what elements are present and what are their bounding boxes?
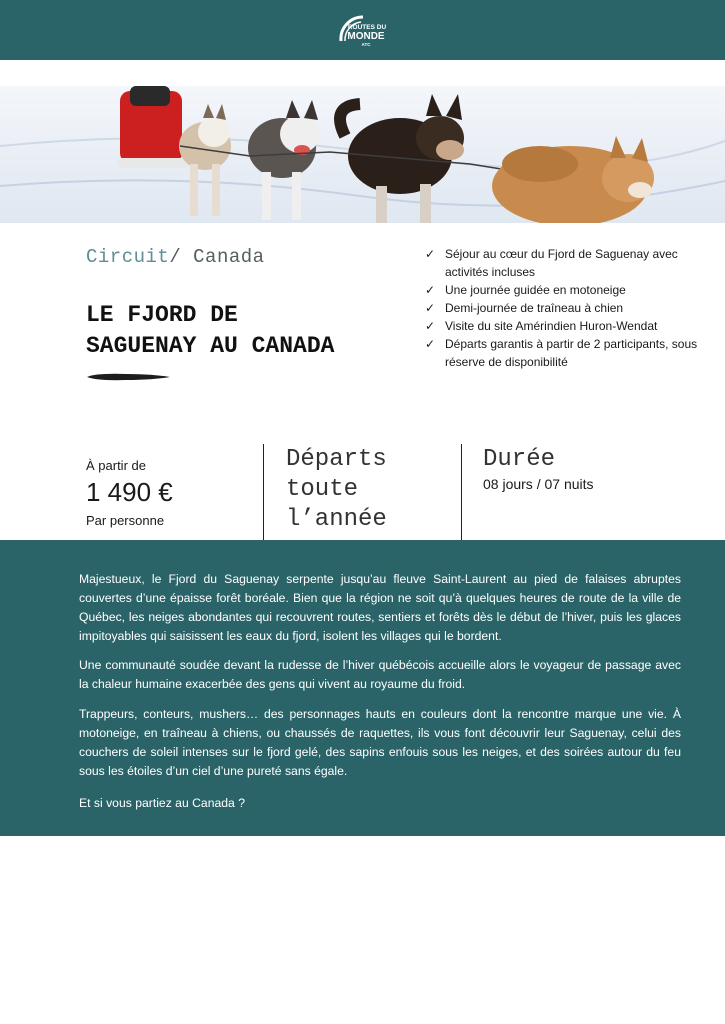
country-label: Canada — [193, 246, 265, 268]
list-item — [425, 281, 715, 299]
price-block — [86, 458, 173, 528]
column-divider — [263, 444, 264, 540]
logo-line1: ROUTES DU — [347, 24, 386, 31]
header-bar — [0, 0, 725, 60]
description-panel — [0, 540, 725, 836]
highlight-text: Visite du site Amérindien Huron-Wendat — [445, 319, 658, 333]
highlight-text: Séjour au cœur du Fjord de Saguenay avec activités incluses — [445, 247, 678, 279]
checkmark-icon: ✓ — [425, 283, 436, 297]
description-paragraph-1: Majestueux, le Fjord du Saguenay serpente jusqu’au fleuve Saint-Laurent au pied de falaises abruptes couvertes d’une épaisse forêt boréale. Bien que la région ne soit qu’à quelques heures de route de la ville de Québec, les neiges abondantes qui recouvrent routes, sentiers et forêts dès le début de l’hiver, puis les glaces impitoyables qui saisissent les eaux du fjord, isolent les villages qui le bordent. — [79, 572, 681, 643]
highlight-text: Demi-journée de traîneau à chien — [445, 301, 624, 315]
highlight-text: Une journée guidée en motoneige — [445, 283, 626, 297]
sled-dogs-photo-icon — [0, 86, 725, 223]
checkmark-icon: ✓ — [425, 319, 436, 333]
column-divider — [461, 444, 462, 540]
price-per-label: Par personne — [86, 513, 165, 528]
checkmark-icon: ✓ — [425, 337, 436, 351]
description-paragraph-2: Une communauté soudée devant la rudesse de l’hiver québécois accueille alors le voyageur de passage avec la chaleur humaine exacerbée des gens qui vivent au royaume du froid. — [79, 658, 681, 691]
logo-line3: ATC — [361, 42, 370, 47]
departures-line1: Départs — [286, 446, 387, 473]
departures-line2: toute — [286, 476, 359, 503]
title-line1: LE FJORD DE — [86, 302, 238, 328]
list-item — [425, 299, 715, 317]
highlights-list — [425, 245, 715, 371]
hero-photo — [0, 86, 725, 223]
list-item — [425, 317, 715, 335]
page-title — [86, 300, 416, 362]
logo-line2: MONDE — [346, 31, 385, 42]
checkmark-icon: ✓ — [425, 301, 436, 315]
brush-stroke-divider — [86, 371, 172, 383]
title-line2: SAGUENAY AU CANADA — [86, 333, 335, 359]
departures-block — [286, 445, 387, 535]
description-paragraph-3: Trappeurs, conteurs, mushers… des personnages hauts en couleurs dont la rencontre marque une vie. À motoneige, en traîneau à chiens, ou chaussés de raquettes, ils vous font découvrir leur Saguenay, celui des couchers de soleil intenses sur le fjord gelé, des sapins enfouis sous les neiges, et des soirées autour du feu sous les étoiles d’un ciel d’une pureté sans égale. — [79, 707, 681, 778]
routes-du-monde-logo[interactable] — [333, 7, 393, 53]
description-paragraph-4: Et si vous partiez au Canada ? — [79, 796, 245, 810]
category-label: Circuit — [86, 246, 170, 268]
category-separator: / — [169, 246, 182, 268]
price-value: 1 490 € — [86, 477, 173, 507]
duration-value: 08 jours / 07 nuits — [483, 476, 594, 492]
trip-category — [86, 246, 265, 268]
departures-line3: l’année — [286, 506, 387, 533]
list-item — [425, 335, 715, 371]
list-item — [425, 245, 715, 281]
price-from-label: À partir de — [86, 458, 146, 473]
highlight-text: Départs garantis à partir de 2 participants, sous réserve de disponibilité — [445, 337, 698, 369]
checkmark-icon: ✓ — [425, 247, 436, 261]
duration-label: Durée — [483, 446, 556, 473]
